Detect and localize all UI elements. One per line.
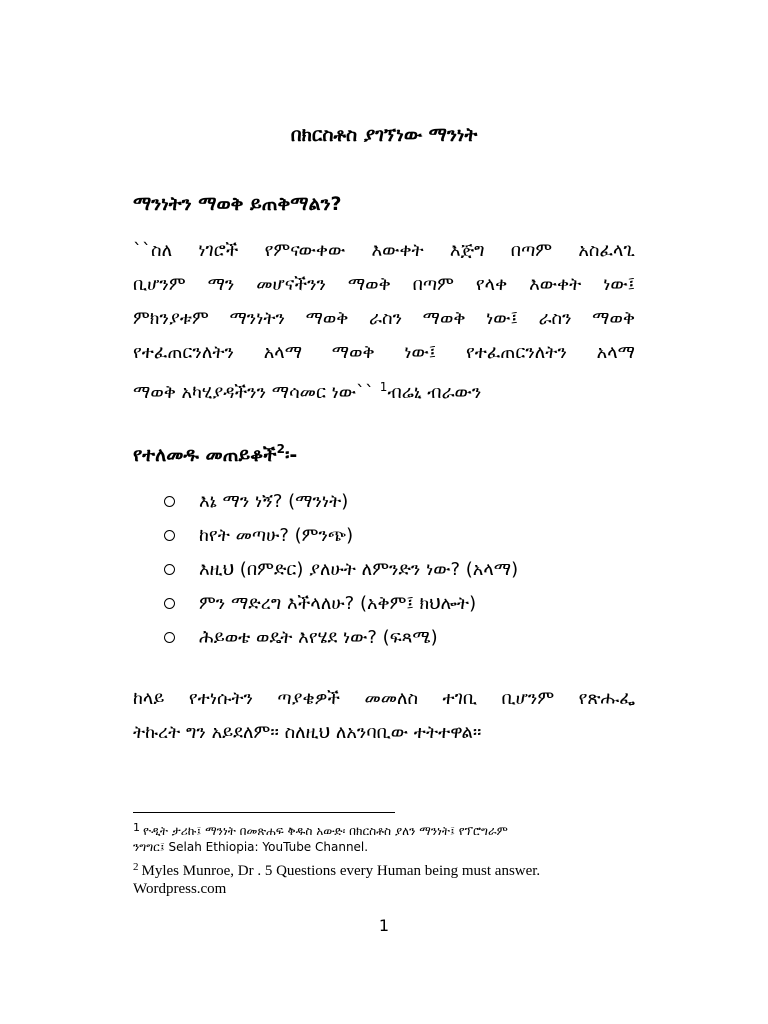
section-heading-identity: ማንነትን ማወቅ ይጠቅማልን? (133, 193, 342, 215)
footnote-ref-marker: 2 (276, 442, 285, 456)
paragraph-line (133, 370, 635, 410)
paragraph-line: ከላይ የተነሱትን ጣያቄዎች መመለስ ተገቢ ቢሆንም የጽሑፌ (133, 688, 635, 709)
document-title: በክርስቶስ ያገኘነው ማንነት (290, 124, 478, 146)
question-text: እዚህ (በምድር) ያለሁት ለምንድን ነው? (አላማ) (199, 558, 519, 580)
paragraph-line-text: ማወቅ አካሂያዳችንን ማሳመር ነው`` (133, 382, 375, 403)
paragraph-line: ቢሆንም ማን መሆናችንን ማወቅ በጣም የላቀ እውቀት ነው፤ (133, 274, 635, 295)
circle-bullet-icon (164, 530, 175, 541)
question-text: ምን ማድረግ እችላለሁ? (አቅም፤ ክህሎት) (199, 592, 477, 614)
section-heading-text: የተለመዱ መጠይቆች (133, 444, 277, 466)
question-list (164, 484, 518, 654)
footnote-text: Myles Munroe, Dr . 5 Questions every Human being must answer. (141, 863, 541, 879)
footnote-2 (133, 858, 653, 898)
quote-attribution: ብሬኒ ብራውን (387, 382, 482, 403)
footnote-text: Wordpress.com (133, 881, 227, 897)
paragraph-line: ትኩረት ግን አይደለም፡፡ ስለዚህ ለአንባቢው ተትተዋል፡፡ (133, 722, 482, 743)
closing-paragraph (133, 682, 635, 750)
section-heading-questions (133, 442, 297, 466)
list-item (164, 552, 518, 586)
footnote-number: 2 (133, 861, 139, 873)
question-text: እኔ ማን ነኝ? (ማንነት) (199, 490, 349, 512)
list-item (164, 518, 518, 552)
paragraph-line: ምክንያቱም ማንነትን ማወቅ ራስን ማወቅ ነው፤ ራስን ማወቅ (133, 308, 635, 329)
footnote-1 (133, 820, 653, 855)
footnote-text: ዮዲት ታሪኩ፤ ማንነት በመጽሐፍ ቅዱስ አውድ፡ በክርስቶስ ያለን ማንነት፤ የፕሮግራም (143, 824, 508, 838)
footnote-divider (133, 812, 395, 813)
footnote-number: 1 (133, 821, 140, 834)
page-number: 1 (378, 916, 390, 935)
footnotes (133, 820, 653, 898)
paragraph-line: ``ስለ ነገሮች የምናውቀው እውቀት እጅግ በጣም አስፈላጊ (133, 240, 635, 261)
list-item (164, 620, 518, 654)
quote-paragraph (133, 234, 635, 410)
question-text: ሕይወቴ ወዴት እየሄደ ነው? (ፍጻሜ) (199, 626, 438, 648)
list-item (164, 586, 518, 620)
list-item (164, 484, 518, 518)
circle-bullet-icon (164, 564, 175, 575)
question-text: ከየት መጣሁ? (ምንጭ) (199, 524, 354, 546)
circle-bullet-icon (164, 598, 175, 609)
footnote-text: ንግግር፤ Selah Ethiopia: YouTube Channel. (133, 840, 369, 854)
circle-bullet-icon (164, 632, 175, 643)
section-heading-suffix: ፡- (284, 444, 298, 466)
footnote-ref-marker: 1 (379, 380, 388, 394)
paragraph-line: የተፈጠርንለትን አላማ ማወቅ ነው፤ የተፈጠርንለትን አላማ (133, 342, 635, 363)
circle-bullet-icon (164, 496, 175, 507)
